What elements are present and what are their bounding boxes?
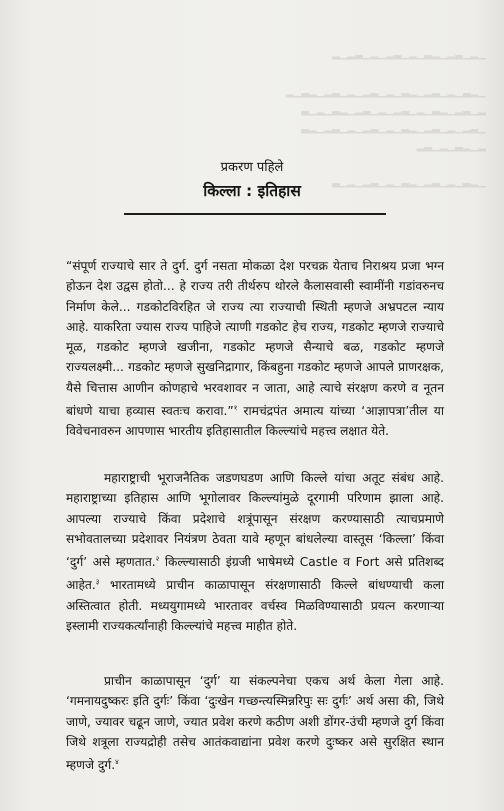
show-through-bleed: ▂▁▃▂▁▂▃▁▂▁▃▂▁▂▁▃▂▁▂▃▁▂▁▃ — [301, 105, 486, 116]
footnote-ref: ४ — [115, 758, 119, 767]
title-divider — [124, 213, 386, 215]
footnote-ref: ३ — [95, 578, 100, 587]
paragraph-definition — [66, 468, 444, 636]
quote-text: “संपूर्ण राज्याचे सार ते दुर्ग. दुर्ग नसता मोकळा देश परचक्र येताच निराश्रय प्रजा भग्न होऊन देश उद्वस होतो... हे राज्य तरी तीर्थरुप थोरले कैलासवासी स्वामींनी गडांवरुनच निर्माण केले... गडकोटविरहित जे राज्य त्या राज्याची स्थिती म्हणजे अभ्रपटल न्याय आहे. याकरिता ज्यास राज्य पाहिजे त्याणी गडकोट हेच राज्य, गडकोट म्हणजे राज्याचे मूळ, गडकोट म्हणजे खजीना, गडकोट म्हणजे सैन्याचे बळ, गडकोट म्हणजे राज्यलक्ष्मी... गडकोट म्हणजे सुखनिद्रागार, किंबहुना गडकोट म्हणजे आपले प्राणरक्षक, यैसे चित्तास आणीन कोणहाचे भरवशावर न जाता, आहे त्याचे संरक्षण करणे व नूतन बांधणे याचा हव्यास स्वतःच करावा.” — [66, 259, 444, 419]
show-through-bleed: ▁▂▃▁▂▁▃▂▁▂▃▁▂▁▃▂▁▂▁▃▂▁▂▃▁▂ — [286, 87, 486, 98]
show-through-bleed: ▁▂▁▃▂▁▂▃▁▂▁▃▂▁▂▁▃▂▁▂ — [332, 49, 486, 60]
footnote-ref: २ — [155, 555, 160, 564]
footnote-ref: १ — [233, 404, 238, 413]
paragraph-text: प्राचीन काळापासून ‘दुर्ग’ या संकल्पनेचा एकच अर्थ केला गेला आहे. ‘गमनायदुष्करः इति दुर्गः’ किंवा ‘दुःखेन गच्छन्त्यस्मिन्नरिपुः सः दुर्गः’ अर्थ असा की, जिथे जाणे, ज्यावर चढून जाणे, ज्यात प्रवेश करणे कठीण अशी डोंगर-उंची म्हणजे दुर्ग किंवा जिथे शत्रूला राज्यद्रोही तसेच आतंकवाद्यांना प्रवेश करणे दुःष्कर असे सुरक्षित स्थान म्हणजे दुर्ग. — [66, 674, 444, 773]
paragraph-text: किल्ल्यासाठी इंग्रजी भाषेमध्ये Castle व Fort असे प्रतिशब्द आहेत. — [66, 555, 444, 593]
quote-source-text: रामचंद्रपंत अमात्य यांच्या ‘आज्ञापत्रा’तील या विवेचनावरुन आपणास भारतीय इतिहासातील किल्ल्यांचे महत्त्व लक्षात येते. — [66, 404, 444, 439]
show-through-bleed: ▁▃▂▁▂▁▃▂▁▂▃▁▂▁▃▂▁▂▁▃▂▁▂▃ — [301, 123, 486, 134]
chapter-number: प्रकरण पहिले — [220, 160, 284, 175]
paragraph-text: भारतामध्ये प्राचीन काळापासून संरक्षणासाठी किल्ले बांधण्याची कला अस्तित्वात होती. मध्ययुगामध्ये भारतावर वर्चस्व मिळविण्यासाठी प्रयत्न करणाऱ्या इस्लामी राज्यकर्त्यांनाही किल्ल्यांचे महत्त्व माहीत होते. — [66, 578, 444, 634]
chapter-title: किल्ला : इतिहास — [203, 182, 301, 200]
opening-quote-paragraph — [66, 256, 444, 442]
show-through-bleed: ▂▁▂▃▁▂▁▃▂ — [416, 141, 486, 152]
paragraph-meaning — [66, 671, 444, 775]
paragraph-text: महाराष्ट्राची भूराजनैतिक जडणघडण आणि किल्ले यांचा अतूट संबंध आहे. महाराष्ट्राच्या इतिहास आणि भूगोलावर किल्ल्यांमुळे दूरगामी परिणाम झाला आहे. आपल्या राज्याचे किंवा प्रदेशाचे शत्रूंपासून संरक्षण करण्यासाठी त्याचप्रमाणे सभोवतालच्या प्रदेशावर नियंत्रण ठेवता यावे म्हणून बांधलेल्या वास्तूस ‘किल्ला’ किंवा ‘दुर्ग’ असे म्हणतात. — [66, 471, 444, 570]
show-through-bleed: ▁▂▃▁▂▁▃▂▁▂▃▁▂▁▃▂▁▂▁▃ — [332, 177, 486, 188]
